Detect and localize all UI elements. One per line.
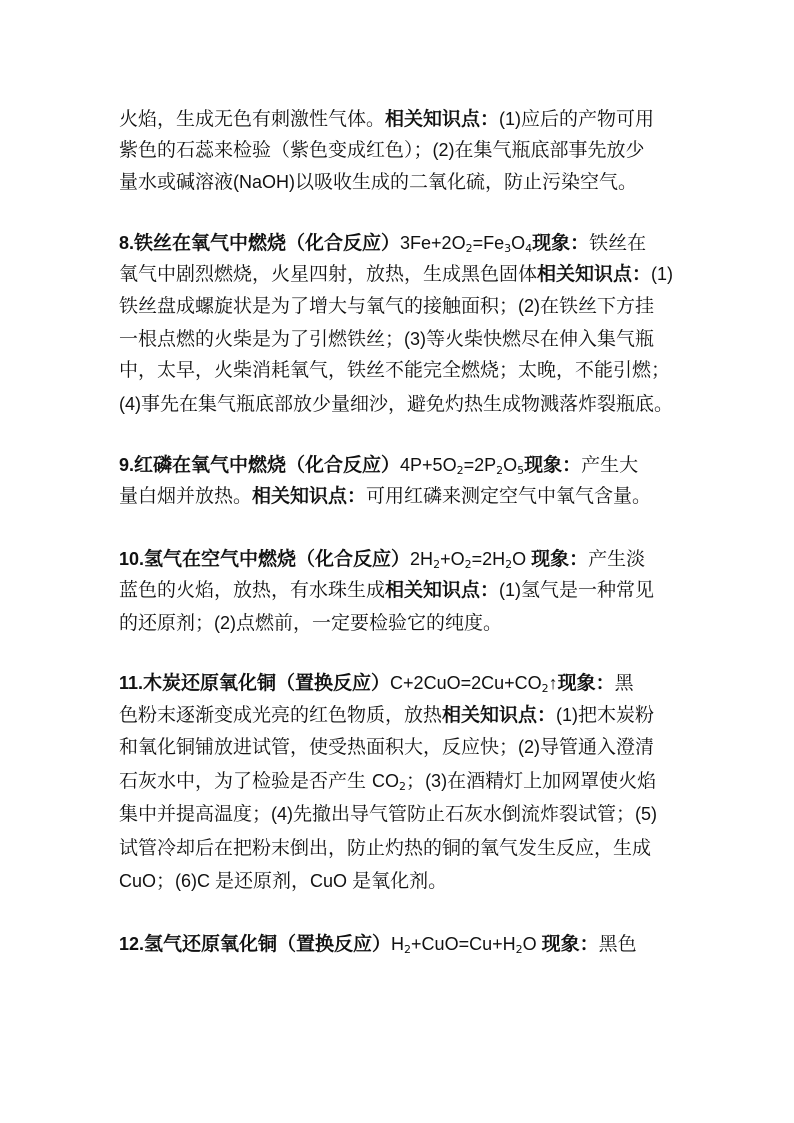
bold-text: 相关知识点： <box>385 108 500 130</box>
subscript: 2 <box>515 943 523 956</box>
text-line <box>119 700 679 730</box>
text-run: 色粉末逐渐变成光亮的红色物质，放热 <box>119 704 443 726</box>
bold-text: 木炭还原氧化铜（置换反应） <box>143 672 391 694</box>
text-line <box>119 866 679 896</box>
text-run: 氧气中剧烈燃烧，火星四射，放热，生成黑色固体 <box>119 263 538 285</box>
text-run: 是还原剂， <box>215 870 311 892</box>
text-run: (1) <box>556 705 579 725</box>
subscript: 2 <box>496 464 504 477</box>
text-run: 和氧化铜铺放进试管，使受热面积大，反应快； <box>119 736 519 758</box>
text-run: 蓝色的火焰，放热，有水珠生成 <box>119 579 386 601</box>
text-run: 的还原剂； <box>119 612 215 634</box>
text-run: (5) <box>635 804 658 824</box>
text-run: 把木炭粉 <box>578 704 655 726</box>
text-run: =2H <box>471 549 506 569</box>
bold-text: 现象： <box>557 672 615 694</box>
text-run: =2P <box>463 455 497 475</box>
text-run: CO <box>372 771 400 791</box>
text-run: 产生淡 <box>588 548 646 570</box>
text-line <box>119 104 679 134</box>
bold-text: 8. <box>119 233 135 253</box>
bold-text: 氢气在空气中燃烧（化合反应） <box>144 548 411 570</box>
text-line <box>119 259 679 289</box>
text-run: CuO <box>310 871 353 891</box>
bold-text: 铁丝在氧气中燃烧（化合反应） <box>134 232 401 254</box>
text-line <box>119 450 679 480</box>
text-run: 在铁丝下方挂 <box>540 295 655 317</box>
text-line <box>119 766 679 796</box>
text-run: 产生大 <box>581 454 639 476</box>
text-line <box>119 291 679 321</box>
bold-text: 现象： <box>524 454 582 476</box>
subscript: 4 <box>525 242 533 255</box>
text-run: O <box>522 934 542 954</box>
bold-text: 红磷在氧气中燃烧（化合反应） <box>134 454 401 476</box>
bold-text: 10. <box>119 549 145 569</box>
subscript: 2 <box>433 558 441 571</box>
text-run: C+2CuO=2Cu+CO <box>390 673 542 693</box>
bold-text: 现象： <box>532 232 590 254</box>
text-run: 导管通入澄清 <box>540 736 655 758</box>
text-run: 应后的产物可用 <box>521 108 655 130</box>
text-run: 量白烟并放热。 <box>119 485 253 507</box>
bold-text: 相关知识点： <box>537 263 652 285</box>
text-run: O <box>512 549 532 569</box>
text-line <box>119 544 679 574</box>
bold-text: 9. <box>119 455 135 475</box>
text-line <box>119 668 679 698</box>
text-run: 中，太早，火柴消耗氧气，铁丝不能完全燃烧；太晚，不能引燃； <box>119 359 671 381</box>
text-run: ↑ <box>548 673 558 693</box>
text-run: 石灰水中，为了检验是否产生 <box>119 770 373 792</box>
text-run: 等火柴快燃尽在伸入集气瓶 <box>426 328 655 350</box>
text-run: 事先在集气瓶底部放少量细沙，避免灼热生成物溅落炸裂瓶底。 <box>141 393 674 415</box>
text-run: (3) <box>425 771 448 791</box>
text-run: ； <box>156 870 176 892</box>
bold-text: 相关知识点： <box>442 704 557 726</box>
subscript: 2 <box>464 558 472 571</box>
text-run: CuO <box>119 871 157 891</box>
text-run: O <box>503 455 518 475</box>
text-run: 铁丝在 <box>589 232 647 254</box>
subscript: 2 <box>505 558 513 571</box>
text-run: +CuO=Cu+H <box>411 934 516 954</box>
text-run: (2) <box>518 737 541 757</box>
text-run: (6)C <box>175 871 216 891</box>
text-run: 在集气瓶底部事先放少 <box>454 139 645 161</box>
text-run: 集中并提高温度； <box>119 803 272 825</box>
text-line <box>119 929 679 959</box>
text-run: 3Fe+2O <box>400 233 466 253</box>
text-line <box>119 135 679 165</box>
bold-text: 相关知识点： <box>252 485 367 507</box>
text-line <box>119 324 679 354</box>
subscript: 2 <box>399 780 407 793</box>
text-line <box>119 833 679 863</box>
text-run: (3) <box>404 329 427 349</box>
text-run: 点燃前，一定要检验它的纯度。 <box>236 612 503 634</box>
text-run: 以吸收生成的二氧化硫，防止污染空气。 <box>295 171 638 193</box>
text-run: (4) <box>271 804 294 824</box>
subscript: 2 <box>456 464 464 477</box>
text-line <box>119 228 679 258</box>
subscript: 3 <box>504 242 512 255</box>
text-line <box>119 355 679 385</box>
text-run: (2) <box>432 140 455 160</box>
text-run: 在酒精灯上加网罩使火焰 <box>447 770 657 792</box>
text-run: 黑 <box>614 672 634 694</box>
subscript: 2 <box>465 242 473 255</box>
text-line <box>119 732 679 762</box>
text-line <box>119 575 679 605</box>
text-line <box>119 167 679 197</box>
bold-text: 相关知识点： <box>385 579 500 601</box>
text-run: 4P+5O <box>400 455 457 475</box>
text-run: 可用红磷来测定空气中氧气含量。 <box>366 485 652 507</box>
text-run: 紫色的石蕊来检验（紫色变成红色）； <box>119 139 433 161</box>
subscript: 2 <box>404 943 412 956</box>
text-run: 火焰，生成无色有刺激性气体。 <box>119 108 386 130</box>
text-run: 氢气是一种常见 <box>521 579 655 601</box>
text-run: O <box>511 233 526 253</box>
text-run: 是氧化剂。 <box>352 870 448 892</box>
bold-text: 11. <box>119 673 144 693</box>
text-run: 一根点燃的火柴是为了引燃铁丝； <box>119 328 405 350</box>
subscript: 2 <box>541 682 549 695</box>
text-line <box>119 389 679 419</box>
text-line <box>119 608 679 638</box>
text-run: (1) <box>499 580 522 600</box>
text-run: (1) <box>651 264 674 284</box>
text-run: 2H <box>410 549 434 569</box>
text-run: 先撤出导气管防止石灰水倒流炸裂试管； <box>293 803 636 825</box>
text-run: 试管冷却后在把粉末倒出，防止灼热的铜的氧气发生反应，生成 <box>119 837 652 859</box>
bold-text: 现象： <box>531 548 589 570</box>
text-run: +O <box>440 549 465 569</box>
text-run: 铁丝盘成螺旋状是为了增大与氧气的接触面积； <box>119 295 519 317</box>
text-run: H <box>391 934 405 954</box>
text-line <box>119 481 679 511</box>
text-run: (1) <box>499 109 522 129</box>
subscript: 5 <box>517 464 525 477</box>
text-run: (2) <box>518 296 541 316</box>
text-line <box>119 799 679 829</box>
bold-text: 现象： <box>541 933 599 955</box>
text-run: 黑色 <box>598 933 637 955</box>
text-run: ； <box>406 770 426 792</box>
text-run: =Fe <box>472 233 505 253</box>
text-run: (4) <box>119 394 141 414</box>
text-run: (NaOH) <box>233 172 296 192</box>
text-run: 量水或碱溶液 <box>119 171 234 193</box>
bold-text: 氢气还原氧化铜（置换反应） <box>144 933 392 955</box>
text-run: (2) <box>214 613 237 633</box>
bold-text: 12. <box>119 934 145 954</box>
